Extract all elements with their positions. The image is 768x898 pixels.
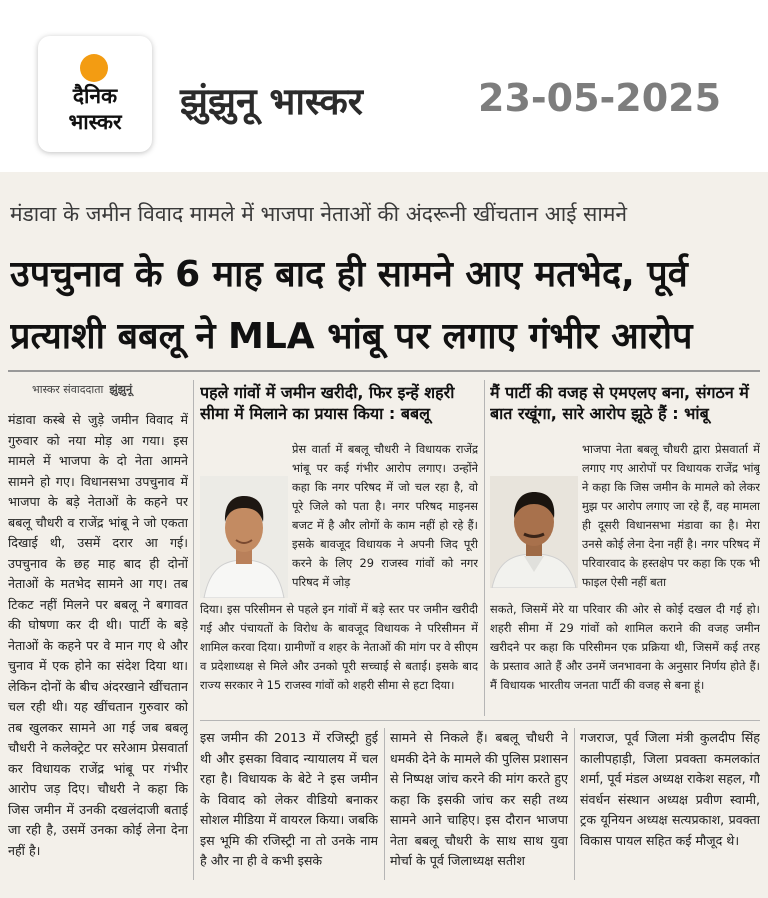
byline-reporter: भास्कर संवाददाता: [32, 383, 104, 396]
section-2-intro: प्रेस वार्ता में बबलू चौधरी ने विधायक राजेंद्र भांबू पर कई गंभीर आरोप लगाए। उन्होंने कहा कि नगर परिषद में जो चल रहा है, वो पूरे जिले को पता है। नगर परिषद माइनस बजट में है और लोगों के काम नहीं हो रहे हैं। इसके बावजूद विधायक ने अपनी जिद पूरी करने के लिए 29 राजस्व गांवों को नगर परिषद में जोड़: [292, 442, 478, 589]
byline: [32, 382, 132, 397]
masthead: [0, 0, 768, 172]
section-3-heading: मैं पार्टी की वजह से एमएलए बना, संगठन में बात रखूंगा, सारे आरोप झूठे हैं : भांबू: [490, 383, 749, 423]
column-1-text: मंडावा कस्बे से जुड़े जमीन विवाद में गुरुवार को नया मोड़ आ गया। इस मामले में भाजपा के दो नेता आमने सामने हो गए। विधानसभा उपचुनाव में भाजपा के बड़े नेताओं के कहने पर बबलू चौधरी व राजेंद्र भांबू ने जो एकता दिखाई थी, उसमें दरार आ गई। उपचुनाव के छह माह बाद ही दोनों नेताओं के मतभेद सामने आ गए। तब टिकट नहीं मिलने पर बबलू ने बगावत की घोषणा कर दी थी। पार्टी के बड़े नेताओं के कहने पर वे मान गए थे और चुनाव में एक होने का संदेश दिया था। लेकिन दोनों के बीच अंदरखाने खींचतान चल रही थी। यह खींचतान गुरुवार को तब खुलकर सामने आ गई जब बबलू चौधरी ने कलेक्ट्रेट पर सरेआम प्रेसवार्ता कर विधायक राजेंद्र भांबू पर गंभीर आरोप जड़ दिए। चौधरी ने कहा कि जिस जमीन में उनकी दखलंदाजी बताई जा रही है, उसमें उनका कोई लेना देना नहीं है।: [8, 412, 188, 858]
headline-rule: [8, 370, 760, 372]
babloo-chaudhary-photo: [200, 476, 288, 598]
section-divider: [200, 720, 760, 721]
section-3-intro: भाजपा नेता बबलू चौधरी द्वारा प्रेसवार्ता में लगाए गए आरोपों पर विधायक राजेंद्र भांबू ने कहा कि जिस जमीन के मामले को लेकर मुझ पर आरोप लगाए जा रहे हैं, वह मामला ही दूसरी विधानसभा मंडावा का है। मेरा उनसे कोई लेना देना नहीं है। नगर परिषद में परिवारवाद के हस्तक्षेप पर कहा कि एक भी फाइल ऐसी नहीं बता: [582, 442, 760, 589]
logo-text-line2: भास्कर: [68, 110, 122, 134]
logo-text-line1: दैनिक: [72, 84, 118, 108]
section-2-body: दिया। इस परिसीमन से पहले इन गांवों में बड़े स्तर पर जमीन खरीदी गई और पंचायतों के विरोध के बावजूद विधायक ने परिसीमन में शामिल करवा दिया। ग्रामीणों व शहर के नेताओं की मांग पर वे सीएम व प्रदेशाध्यक्ष से मिले और उनको पूरी सच्चाई से बताई। इसके बाद राज्य सरकार ने 15 राजस्व गांवों को शहरी सीमा से हटा दिया।: [200, 602, 478, 692]
headline-line-1: उपचुनाव के 6 माह बाद ही सामने आए मतभेद, पूर्व: [10, 254, 688, 295]
bottom-column-3: सामने से निकले हैं। बबलू चौधरी ने धमकी देने के मामले की पुलिस प्रशासन से निष्पक्ष जांच करने की मांग करते हुए कहा कि इसकी जांच कर सही तथ्य सामने आने चाहिए। इस दौरान भाजपा नेता बबलू चौधरी के साथ साथ युवा मोर्चा के पूर्व जिलाध्यक्ष सतीश: [390, 730, 568, 868]
column-divider: [484, 380, 485, 716]
sun-icon: [80, 54, 108, 82]
byline-place: झुंझुनूं: [109, 383, 133, 396]
dainik-bhaskar-logo[interactable]: [38, 36, 152, 152]
section-3-body: सकते, जिसमें मेरे या परिवार की ओर से कोई दखल दी गई हो। शहरी सीमा में 29 गांवों को शामिल कराने की वजह जमीन खरीदने पर कहा कि परिसीमन एक प्रक्रिया थी, जिसमें कई तरह के प्रस्ताव आते हैं और उनमें जनभावना के अनुसार निर्णय होते हैं। मैं विधायक भारतीय जनता पार्टी की वजह से बना हूं।: [490, 602, 760, 692]
headline-line-2: प्रत्याशी बबलू ने MLA भांबू पर लगाए गंभीर आरोप: [10, 316, 693, 357]
bottom-column-2: इस जमीन की 2013 में रजिस्ट्री हुई थी और इसका विवाद न्यायालय में चल रहा है। विधायक के बेटे ने इस जमीन के विवाद को लेकर वीडियो बनाकर सोशल मीडिया में वायरल किया। जबकि इस भूमि की रजिस्ट्री ना तो उनके नाम है और ना ही वे कभी इसके: [200, 730, 378, 868]
rajendra-bhambu-photo: [490, 476, 578, 588]
bottom-column-4: गजराज, पूर्व जिला मंत्री कुलदीप सिंह कालीपहाड़ी, जिला प्रवक्ता कमलकांत शर्मा, पूर्व मंडल अध्यक्ष राकेश सहल, गौ संवर्धन संस्थान अध्यक्ष प्रवीण स्वामी, ट्रक यूनियन अध्यक्ष सत्यप्रकाश, प्रवक्ता विकास पायल सहित कई मौजूद थे।: [580, 730, 760, 848]
article-kicker: मंडावा के जमीन विवाद मामले में भाजपा नेताओं की अंदरूनी खींचतान आई सामने: [10, 202, 628, 226]
edition-date: 23-05-2025: [478, 76, 722, 120]
edition-name: झुंझुनू भास्कर: [180, 80, 363, 123]
column-divider: [574, 728, 575, 880]
column-divider: [384, 728, 385, 880]
column-divider: [193, 380, 194, 880]
section-2-heading: पहले गांवों में जमीन खरीदी, फिर इन्हें शहरी सीमा में मिलाने का प्रयास किया : बबलू: [200, 383, 455, 423]
